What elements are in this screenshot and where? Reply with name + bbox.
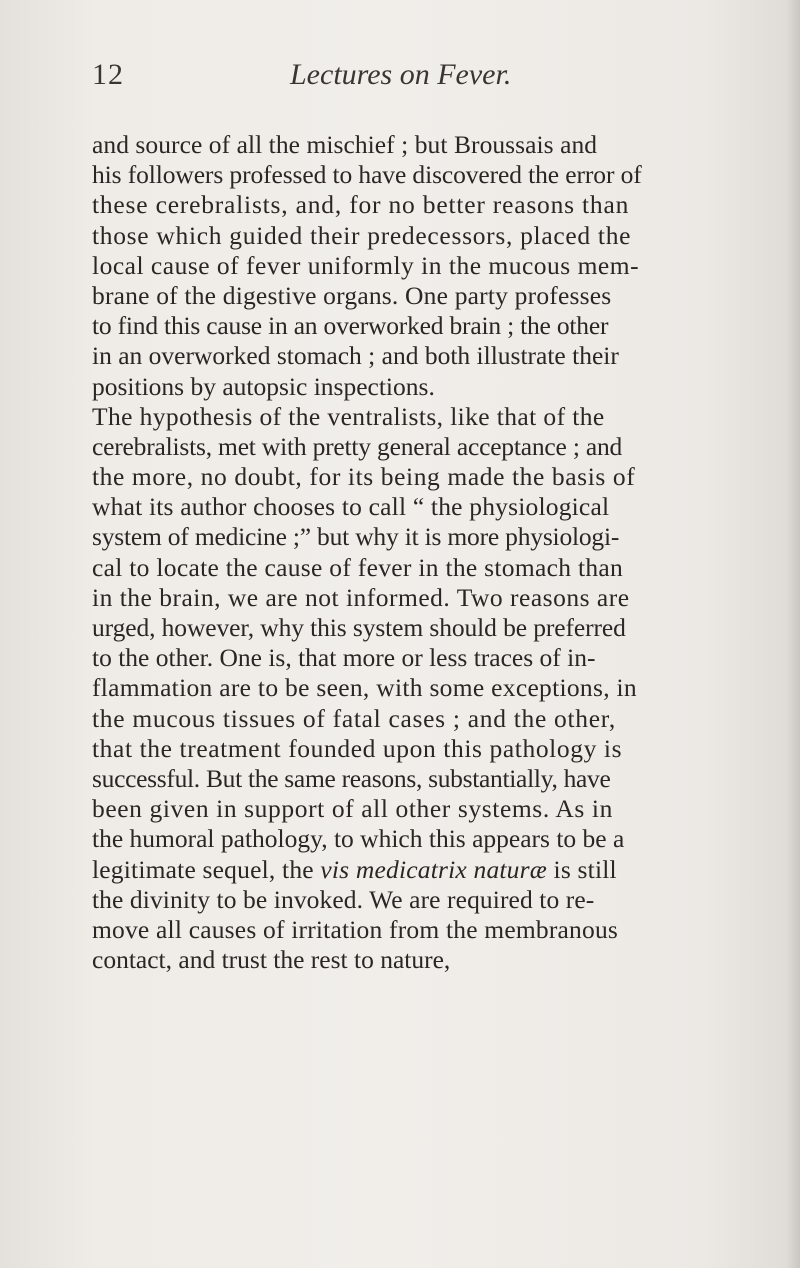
text-line: The hypothesis of the ventralists, like that of the [92,401,605,431]
text-line: local cause of fever uniformly in the mucous mem- [92,250,640,280]
page-edge-shadow [786,0,800,1268]
text-line: the mucous tissues of fatal cases ; and the other, [92,703,617,733]
text-line: in an overworked stomach ; and both illustrate their [92,341,619,371]
text-line: cerebralists, met with pretty general acceptance ; and [92,431,623,461]
text-line: these cerebralists, and, for no better reasons than [92,190,630,220]
text-line: system of medicine ;” but why it is more physiologi- [92,522,620,552]
text-line: contact, and trust the rest to nature, [92,945,451,975]
running-title: Lectures on Fever. [290,58,512,91]
text-line: the more, no doubt, for its being made the basis of [92,462,636,492]
text-line: urged, however, why this system should be preferred [92,613,626,642]
text-line: the divinity to be invoked. We are required to re- [92,884,595,914]
text-line-with-latin [92,855,792,885]
text-line: in the brain, we are not informed. Two reasons are [92,582,630,612]
text-line: flammation are to be seen, with some exceptions, in [92,673,637,703]
body-text [92,130,792,975]
text-line: those which guided their predecessors, placed the [92,220,632,250]
text-line: positions by autopsic inspections. [92,371,435,401]
page-number: 12 [92,58,124,91]
text-line: to find this cause in an overworked brain ; the other [92,311,609,341]
text-fragment: is still [553,854,617,884]
text-line: successful. But the same reasons, substantially, have [92,763,611,793]
page-header [0,58,800,98]
text-line: the humoral pathology, to which this appears to be a [92,824,625,854]
text-line: move all causes of irritation from the membranous [92,914,619,944]
text-line: brane of the digestive organs. One party professes [92,280,612,310]
text-line: that the treatment founded upon this pathology is [92,733,623,763]
text-line: cal to locate the cause of fever in the stomach than [92,552,624,582]
latin-phrase: vis medicatrix naturæ [320,854,547,884]
text-line: to the other. One is, that more or less traces of in- [92,643,596,673]
text-line: and source of all the mischief ; but Broussais and [92,130,598,159]
text-fragment: legitimate sequel, the [92,854,314,884]
text-line: his followers professed to have discovered the error of [92,160,642,190]
text-line: been given in support of all other systems. As in [92,794,613,824]
text-line: what its author chooses to call “ the physiological [92,492,610,522]
